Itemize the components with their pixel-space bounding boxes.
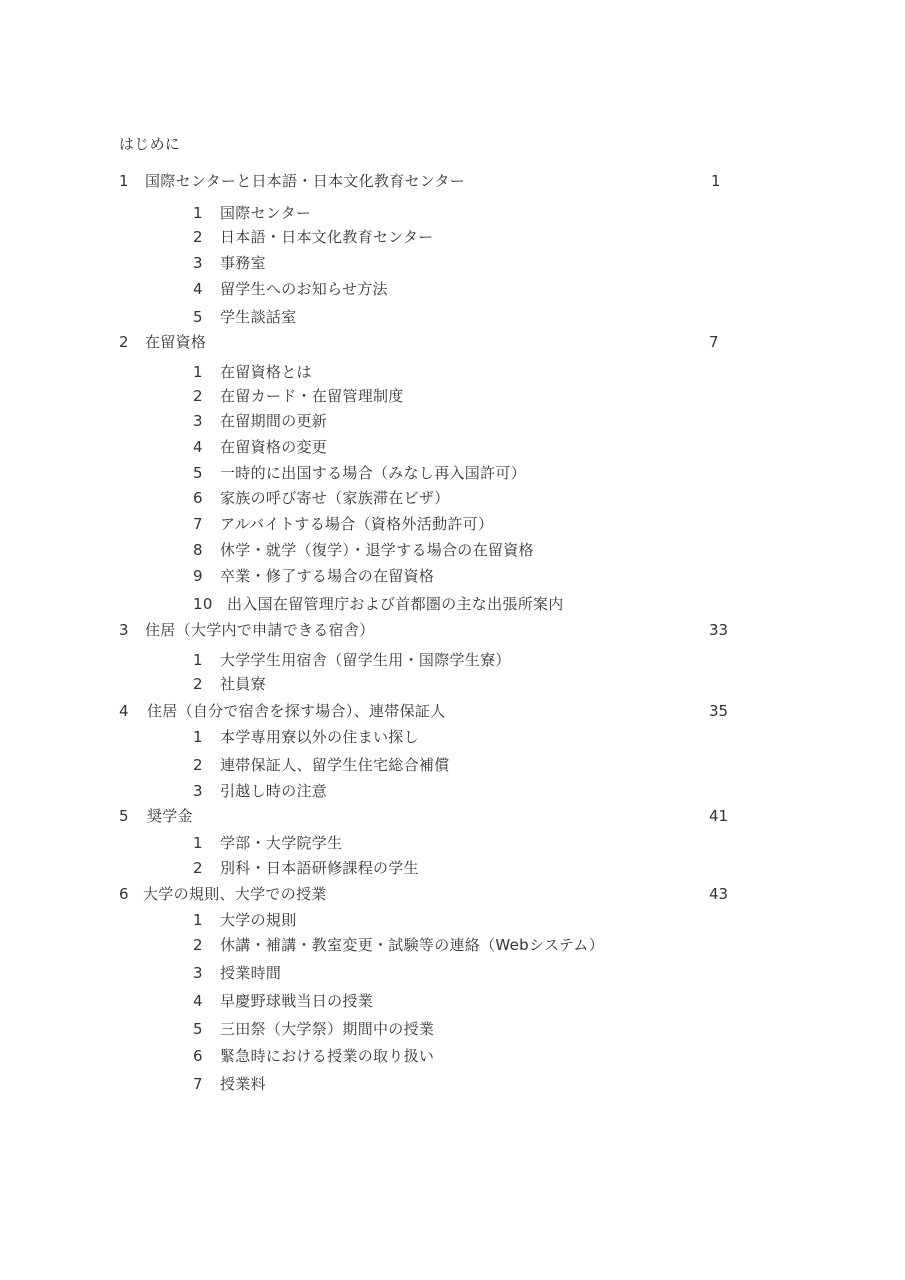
section-page-number: 35 — [709, 702, 729, 720]
toc-item — [193, 1074, 266, 1094]
toc-section-2 — [119, 332, 206, 352]
item-number: 2 — [193, 675, 203, 693]
toc-item — [193, 858, 419, 878]
toc-item — [193, 963, 281, 983]
section-number: 5 — [119, 807, 129, 825]
section-number: 6 — [119, 885, 129, 903]
toc-item — [193, 1046, 434, 1066]
item-title: 社員寮 — [220, 675, 266, 693]
section-title: 住居（大学内で申請できる宿舎） — [145, 621, 375, 639]
toc-section-4 — [119, 701, 446, 721]
item-number: 5 — [193, 308, 203, 326]
item-title: 学生談話室 — [220, 308, 297, 326]
item-title: 引越し時の注意 — [220, 782, 328, 800]
section-number: 4 — [119, 702, 129, 720]
section-number: 1 — [119, 172, 129, 190]
item-number: 1 — [193, 204, 203, 222]
item-number: 3 — [193, 782, 203, 800]
item-title: 授業料 — [220, 1075, 266, 1093]
item-number: 6 — [193, 489, 203, 507]
item-number: 2 — [193, 387, 203, 405]
item-number: 4 — [193, 280, 203, 298]
item-title: 事務室 — [220, 254, 266, 272]
section-title: 住居（自分で宿舎を探す場合）、連帯保証人 — [147, 702, 446, 720]
toc-item — [193, 540, 534, 560]
item-title: 在留資格とは — [220, 363, 312, 381]
toc-item — [193, 411, 327, 431]
section-title: 在留資格 — [145, 333, 207, 351]
toc-item — [193, 910, 297, 930]
item-number: 3 — [193, 254, 203, 272]
toc-item — [193, 253, 266, 273]
item-title: 別科・日本語研修課程の学生 — [220, 859, 419, 877]
toc-item — [193, 727, 419, 747]
section-page-number: 7 — [709, 333, 719, 351]
item-number: 1 — [193, 834, 203, 852]
item-number: 4 — [193, 992, 203, 1010]
item-title: アルバイトする場合（資格外活動許可） — [220, 515, 494, 533]
toc-section-3 — [119, 620, 375, 640]
toc-item — [193, 362, 312, 382]
item-number: 10 — [193, 595, 213, 613]
item-title: 卒業・修了する場合の在留資格 — [220, 567, 435, 585]
item-title: 授業時間 — [220, 964, 282, 982]
toc-section-1 — [119, 171, 465, 191]
toc-item — [193, 488, 450, 508]
item-number: 7 — [193, 515, 203, 533]
item-title: 日本語・日本文化教育センター — [220, 228, 434, 246]
item-title: 留学生へのお知らせ方法 — [220, 280, 388, 298]
item-title: 休学・就学（復学）・退学する場合の在留資格 — [220, 541, 534, 559]
toc-item — [193, 594, 564, 614]
item-title: 大学学生用宿舎（留学生用・国際学生寮） — [220, 651, 511, 669]
toc-item — [193, 227, 434, 247]
item-title: 緊急時における授業の取り扱い — [220, 1047, 435, 1065]
item-title: 連帯保証人、留学生住宅総合補償 — [220, 756, 450, 774]
toc-item — [193, 307, 297, 327]
toc-item — [193, 203, 311, 223]
item-number: 4 — [193, 438, 203, 456]
item-number: 9 — [193, 567, 203, 585]
section-page-number: 41 — [709, 807, 729, 825]
item-title: 本学専用寮以外の住まい探し — [220, 728, 419, 746]
toc-section-6 — [119, 884, 327, 904]
toc-item — [193, 463, 526, 483]
section-title: 国際センターと日本語・日本文化教育センター — [145, 172, 466, 190]
item-number: 5 — [193, 1020, 203, 1038]
toc-item — [193, 833, 342, 853]
item-number: 1 — [193, 728, 203, 746]
item-number: 6 — [193, 1047, 203, 1065]
toc-item — [193, 386, 404, 406]
section-page-number: 43 — [709, 885, 729, 903]
toc-item — [193, 935, 604, 955]
item-title: 学部・大学院学生 — [220, 834, 343, 852]
toc-item — [193, 566, 434, 586]
section-page-number: 33 — [709, 621, 729, 639]
item-title: 在留カード・在留管理制度 — [220, 387, 404, 405]
toc-item — [193, 781, 327, 801]
item-title: 大学の規則 — [220, 911, 297, 929]
section-number: 2 — [119, 333, 129, 351]
section-page-number: 1 — [711, 172, 721, 190]
item-title: 出入国在留管理庁および首都圏の主な出張所案内 — [227, 595, 564, 613]
item-number: 3 — [193, 412, 203, 430]
toc-item — [193, 755, 450, 775]
item-number: 1 — [193, 651, 203, 669]
item-number: 8 — [193, 541, 203, 559]
item-title: 三田祭（大学祭）期間中の授業 — [220, 1020, 435, 1038]
toc-item — [193, 674, 266, 694]
item-number: 7 — [193, 1075, 203, 1093]
toc-section-5 — [119, 806, 193, 826]
toc-item — [193, 991, 373, 1011]
section-title: 奨学金 — [147, 807, 193, 825]
item-number: 2 — [193, 756, 203, 774]
toc-intro: はじめに — [119, 135, 181, 153]
item-number: 5 — [193, 464, 203, 482]
item-title: 早慶野球戦当日の授業 — [220, 992, 374, 1010]
item-title: 在留資格の変更 — [220, 438, 328, 456]
item-number: 1 — [193, 363, 203, 381]
item-title: 一時的に出国する場合（みなし再入国許可） — [220, 464, 527, 482]
item-number: 2 — [193, 936, 203, 954]
item-number: 2 — [193, 859, 203, 877]
item-title: 休講・補講・教室変更・試験等の連絡（Webシステム） — [220, 936, 605, 954]
item-title: 国際センター — [220, 204, 312, 222]
toc-item — [193, 1019, 434, 1039]
section-number: 3 — [119, 621, 129, 639]
toc-item — [193, 514, 493, 534]
toc-item — [193, 437, 327, 457]
toc-item — [193, 650, 511, 670]
item-title: 在留期間の更新 — [220, 412, 328, 430]
item-number: 1 — [193, 911, 203, 929]
item-number: 2 — [193, 228, 203, 246]
section-title: 大学の規則、大学での授業 — [143, 885, 327, 903]
toc-item — [193, 279, 388, 299]
item-title: 家族の呼び寄せ（家族滞在ビザ） — [220, 489, 450, 507]
item-number: 3 — [193, 964, 203, 982]
